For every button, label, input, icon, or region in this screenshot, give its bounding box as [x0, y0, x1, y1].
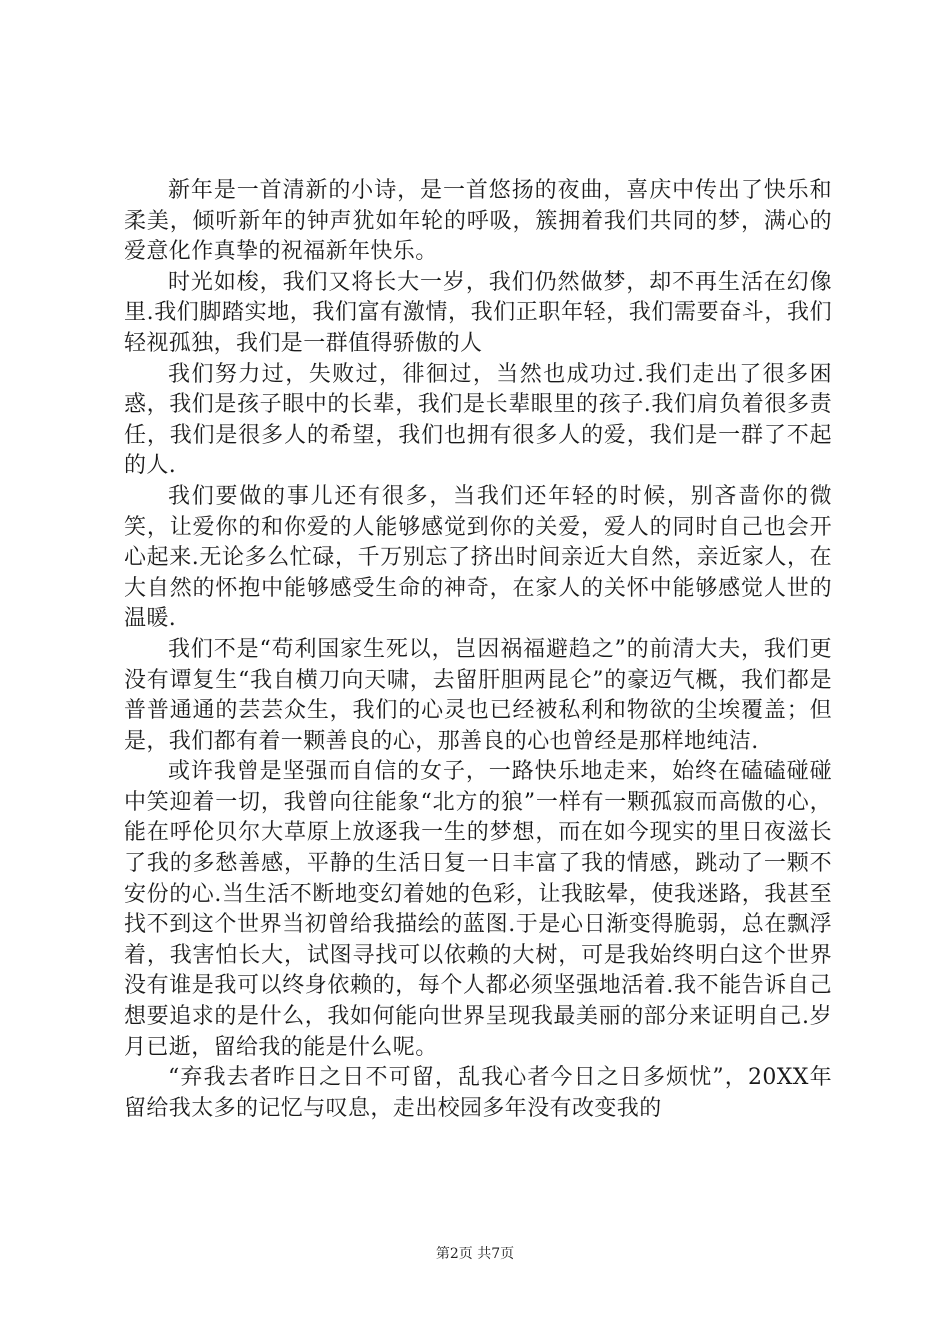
paragraph-4: 我们要做的事儿还有很多，当我们还年轻的时候，别吝啬你的微笑，让爱你的和你爱的人能够感觉到你的关爱，爱人的同时自己也会开心起来.无论多么忙碌，千万别忘了挤出时间亲近大自然，亲近家人，在大自然的怀抱中能够感受生命的神奇，在家人的关怀中能够感觉人世的温暖. [124, 483, 832, 632]
paragraph-5: 我们不是“苟利国家生死以，岂因祸福避趋之”的前清大夫，我们更没有谭复生“我自横刀向天啸，去留肝胆两昆仑”的豪迈气概，我们都是普普通通的芸芸众生，我们的心灵也已经被私利和物欲的尘埃覆盖；但是，我们都有着一颗善良的心，那善良的心也曾经是那样地纯洁. [124, 636, 832, 754]
paragraph-3: 我们努力过，失败过，徘徊过，当然也成功过.我们走出了很多困惑，我们是孩子眼中的长辈，我们是长辈眼里的孩子.我们肩负着很多责任，我们是很多人的希望，我们也拥有很多人的爱，我们是一群了不起的人. [124, 361, 832, 479]
paragraph-2: 时光如梭，我们又将长大一岁，我们仍然做梦，却不再生活在幻像里.我们脚踏实地，我们富有激情，我们正职年轻，我们需要奋斗，我们轻视孤独，我们是一群值得骄傲的人 [124, 269, 832, 356]
body-text [124, 176, 832, 1124]
page-number-footer: 第2页 共7页 [435, 1246, 515, 1262]
paragraph-1: 新年是一首清新的小诗，是一首悠扬的夜曲，喜庆中传出了快乐和柔美，倾听新年的钟声犹如年轮的呼吸，簇拥着我们共同的梦，满心的爱意化作真挚的祝福新年快乐。 [124, 178, 832, 265]
paragraph-7: “弃我去者昨日之日不可留，乱我心者今日之日多烦忧”，20XX年留给我太多的记忆与叹息，走出校园多年没有改变我的 [124, 1065, 832, 1121]
paragraph-6: 或许我曾是坚强而自信的女子，一路快乐地走来，始终在磕磕碰碰中笑迎着一切，我曾向往能象“北方的狼”一样有一颗孤寂而高傲的心，能在呼伦贝尔大草原上放逐我一生的梦想，而在如今现实的里日夜滋长了我的多愁善感，平静的生活日复一日丰富了我的情感，跳动了一颗不安份的心.当生活不断地变幻着她的色彩，让我眩晕，使我迷路，我甚至找不到这个世界当初曾给我描绘的蓝图.于是心日渐变得脆弱，总在飘浮着，我害怕长大，试图寻找可以依赖的大树，可是我始终明白这个世界没有谁是我可以终身依赖的，每个人都必须坚强地活着.我不能告诉自己想要追求的是什么，我如何能向世界呈现我最美丽的部分来证明自己.岁月已逝，留给我的能是什么呢。 [124, 759, 832, 1060]
